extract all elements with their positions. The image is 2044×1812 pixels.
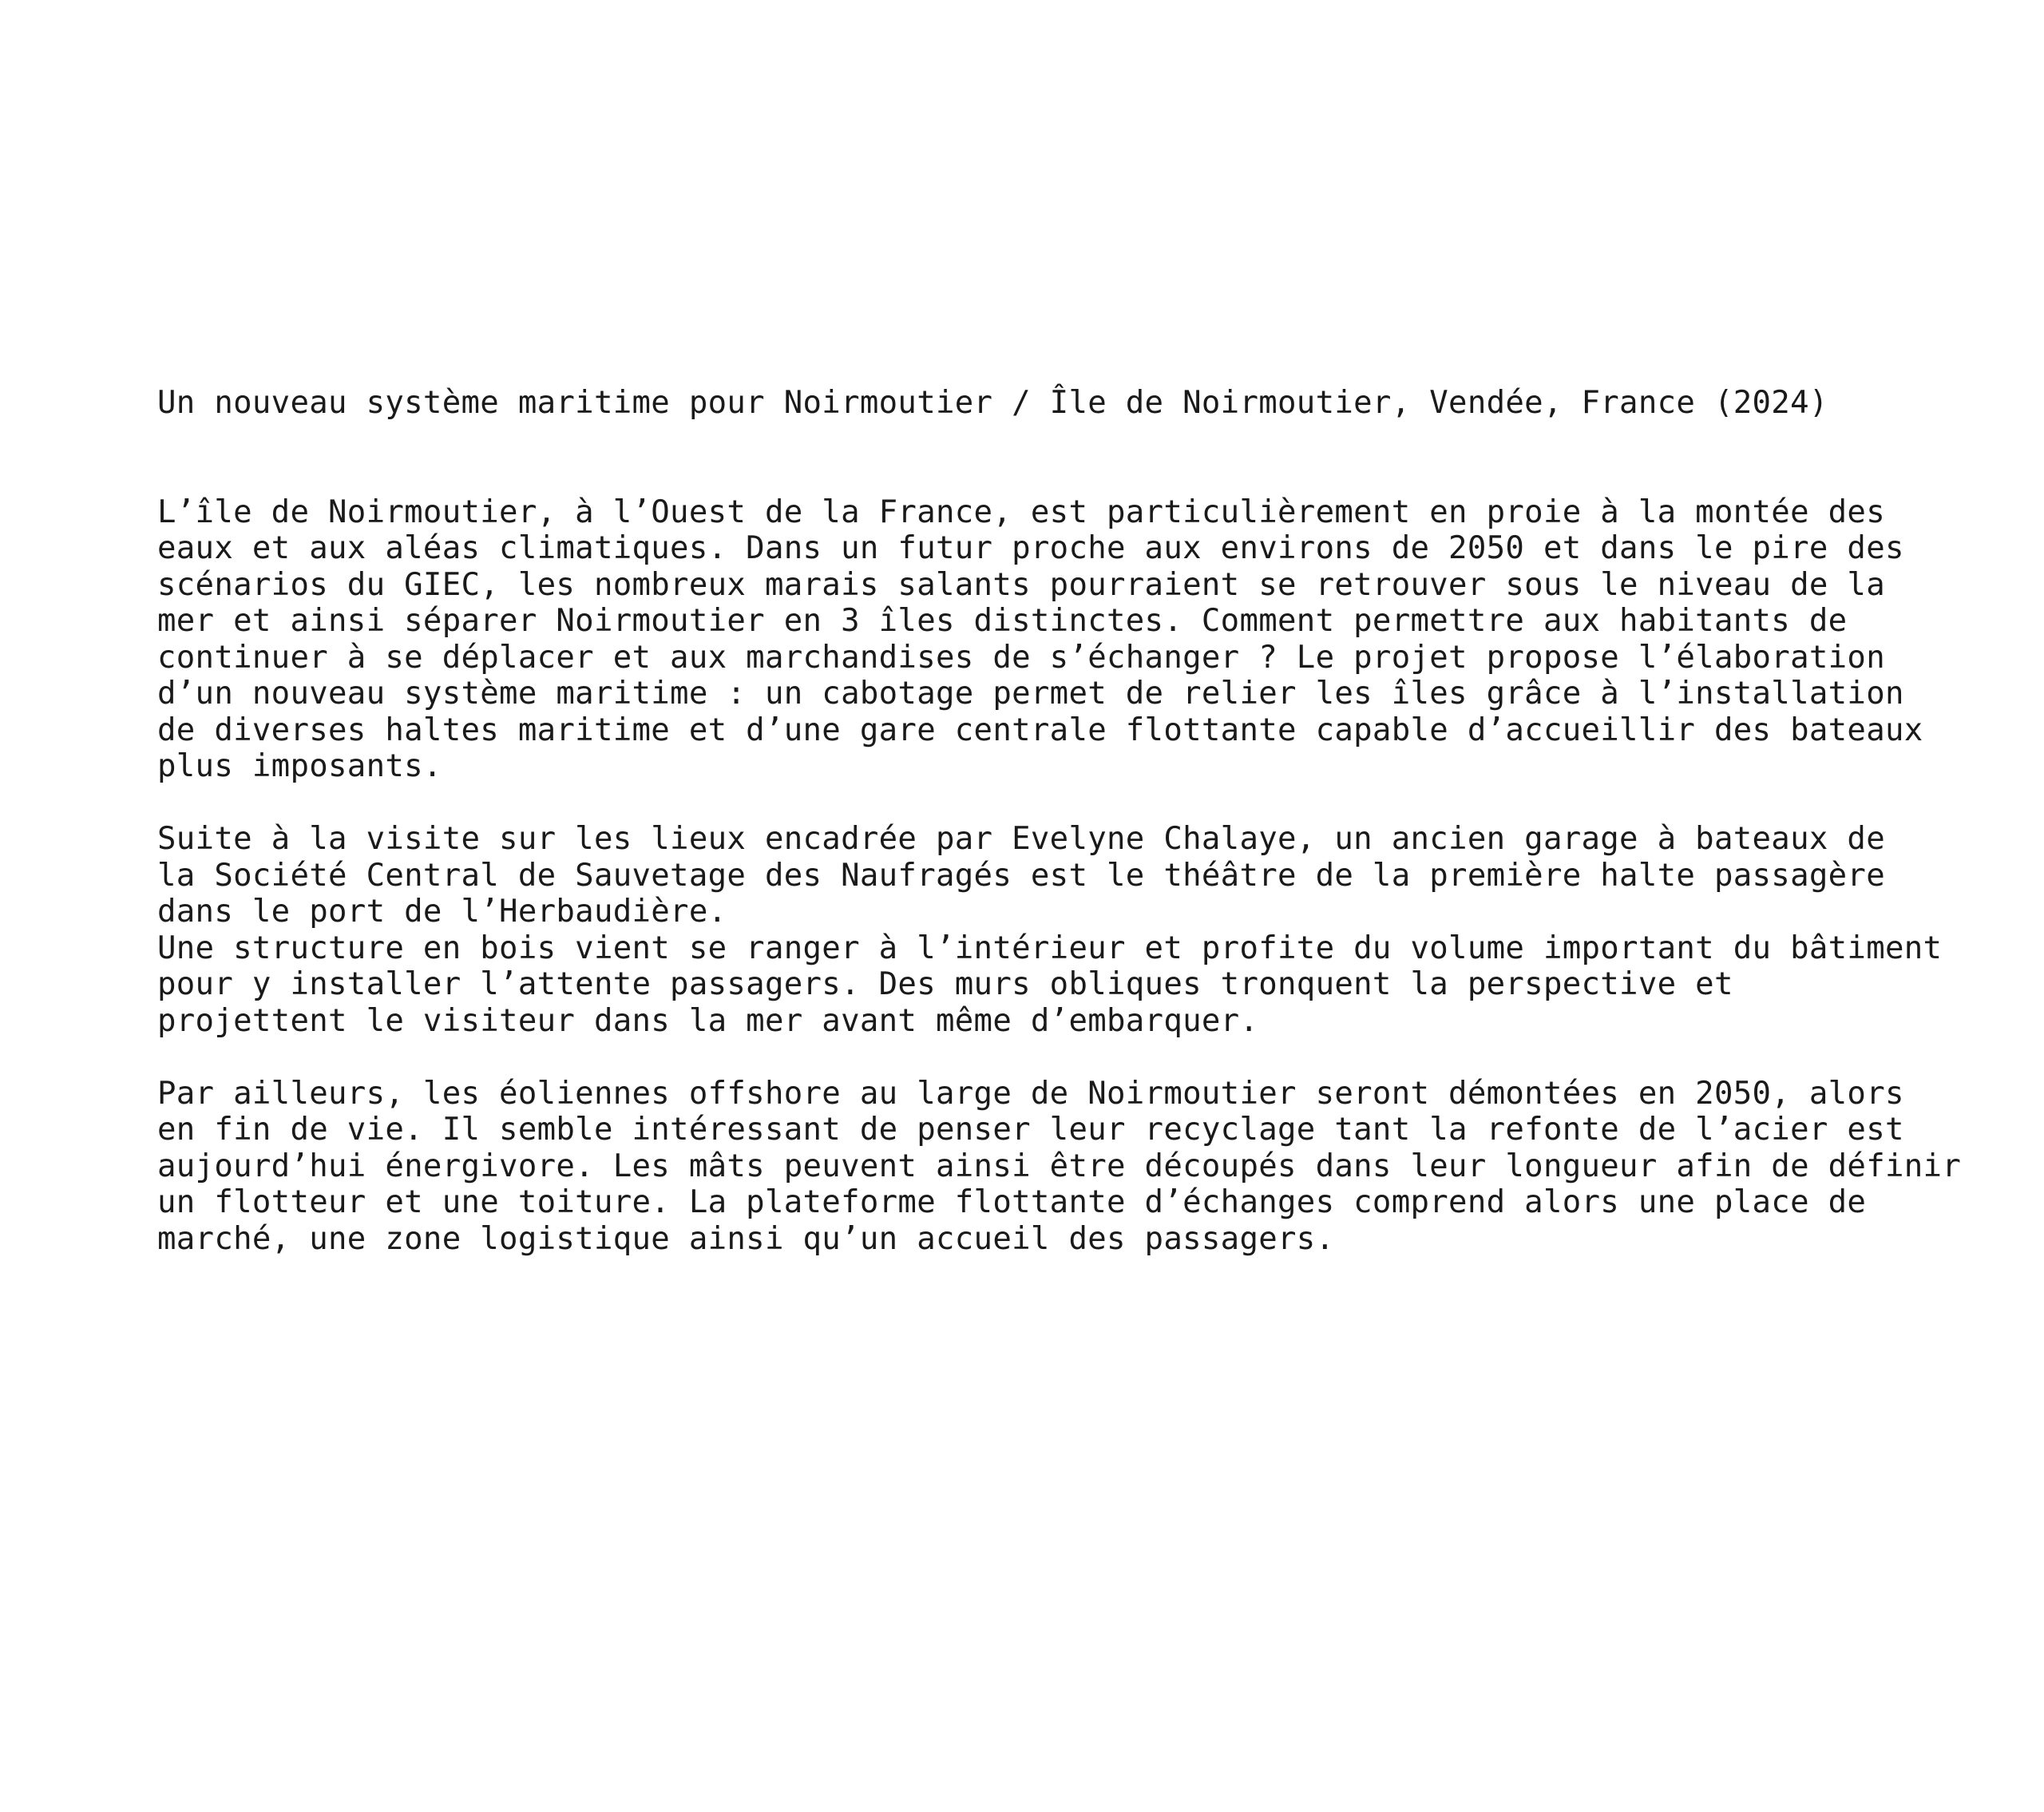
- text-line: en fin de vie. Il semble intéressant de penser leur recyclage tant la refonte de l’acier est: [157, 1112, 1904, 1148]
- paragraph-context: [157, 494, 1946, 785]
- project-title: Un nouveau système maritime pour Noirmoutier / Île de Noirmoutier, Vendée, France (2024): [157, 385, 1828, 421]
- paragraph-eoliennes: [157, 1075, 1962, 1258]
- text-line: eaux et aux aléas climatiques. Dans un futur proche aux environs de 2050 et dans le pire des: [157, 530, 1904, 566]
- text-line: Par ailleurs, les éoliennes offshore au large de Noirmoutier seront démontées en 2050, alors: [157, 1075, 1904, 1112]
- text-line: pour y installer l’attente passagers. Des murs obliques tronquent la perspective et: [157, 966, 1733, 1002]
- text-line: projettent le visiteur dans la mer avant même d’embarquer.: [157, 1002, 1259, 1039]
- paragraph-halte: [157, 821, 1946, 1039]
- text-line: L’île de Noirmoutier, à l’Ouest de la France, est particulièrement en proie à la montée des: [157, 494, 1885, 530]
- text-line: continuer à se déplacer et aux marchandises de s’échanger ? Le projet propose l’élaboration: [157, 639, 1885, 676]
- project-description: [157, 494, 1962, 1258]
- text-line: d’un nouveau système maritime : un cabotage permet de relier les îles grâce à l’installation: [157, 676, 1904, 712]
- text-line: plus imposants.: [157, 748, 442, 784]
- text-line: de diverses haltes maritime et d’une gare centrale flottante capable d’accueillir des bateaux: [157, 712, 1923, 748]
- text-line: mer et ainsi séparer Noirmoutier en 3 îles distinctes. Comment permettre aux habitants de: [157, 603, 1848, 639]
- text-line: aujourd’hui énergivore. Les mâts peuvent ainsi être découpés dans leur longueur afin de définir: [157, 1148, 1962, 1184]
- text-line: Une structure en bois vient se ranger à l’intérieur et profite du volume important du bâtiment: [157, 930, 1943, 966]
- text-line: la Société Central de Sauvetage des Naufragés est le théâtre de la première halte passagère: [157, 857, 1885, 894]
- text-line: scénarios du GIEC, les nombreux marais salants pourraient se retrouver sous le niveau de la: [157, 566, 1885, 603]
- text-line: marché, une zone logistique ainsi qu’un accueil des passagers.: [157, 1220, 1335, 1257]
- text-line: dans le port de l’Herbaudière.: [157, 894, 727, 930]
- document-page: [157, 385, 1962, 1294]
- text-line: Suite à la visite sur les lieux encadrée par Evelyne Chalaye, un ancien garage à bateaux de: [157, 821, 1885, 857]
- text-line: un flotteur et une toiture. La plateforme flottante d’échanges comprend alors une place de: [157, 1184, 1867, 1220]
